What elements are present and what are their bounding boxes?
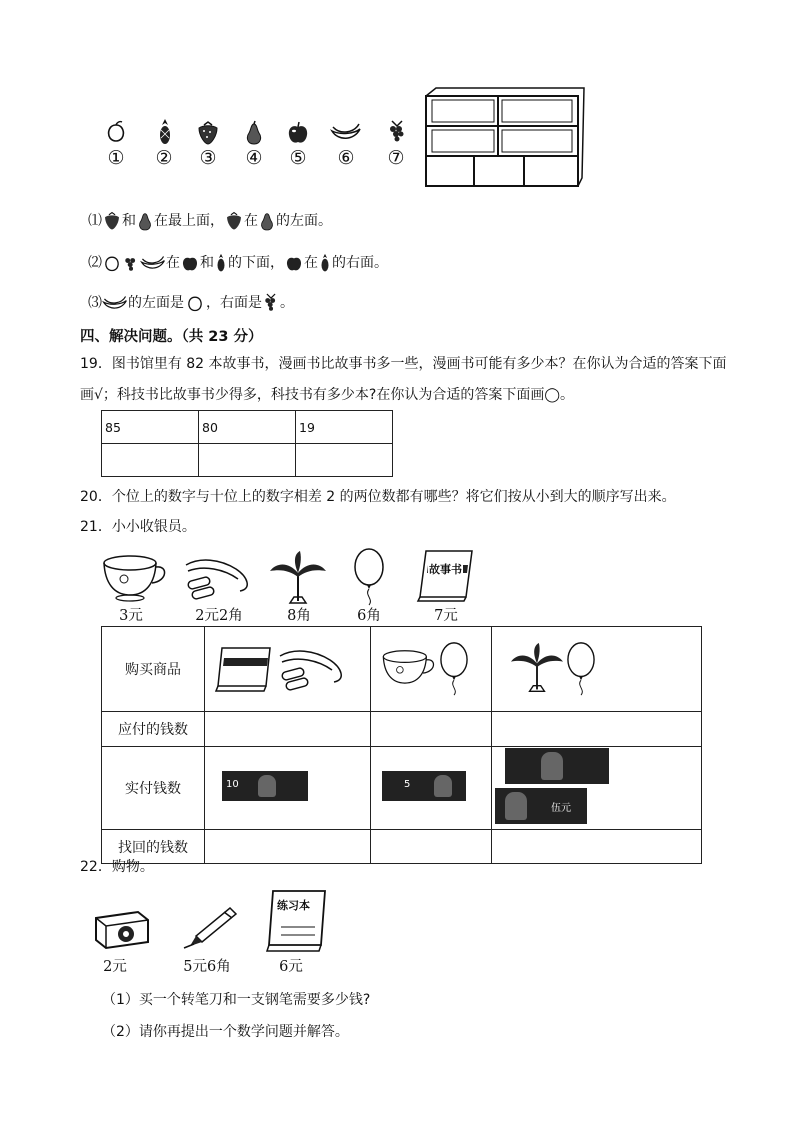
- option-cell: 85: [102, 411, 199, 444]
- pineapple-icon: [155, 118, 175, 146]
- pear-icon: [243, 120, 265, 146]
- balloon-icon: [565, 641, 597, 697]
- answer-cell[interactable]: [205, 830, 371, 864]
- storybook-icon: [416, 549, 474, 601]
- bill-denomination: 10: [226, 779, 239, 790]
- apple-icon: [284, 253, 304, 273]
- price-label: 6角: [357, 608, 381, 624]
- answer-cell[interactable]: [102, 444, 199, 477]
- shelf-image: [422, 86, 588, 191]
- apple-icon: [286, 120, 310, 146]
- fruit-number: ⑦: [387, 147, 405, 169]
- answer-cell[interactable]: [371, 712, 492, 747]
- goods-prices: [96, 604, 496, 626]
- row-label: 购买商品: [102, 627, 205, 712]
- portrait-icon: [505, 792, 527, 820]
- q22-subquestion-1: （1）买一个转笔刀和一支钢笔需要多少钱?: [102, 992, 371, 1008]
- storybook-icon: [214, 644, 274, 694]
- price-label: 8角: [287, 608, 311, 624]
- price-label: 3元: [119, 608, 143, 624]
- jump-rope-icon: [274, 646, 350, 692]
- q22-subquestion-2: （2）请你再提出一个数学问题并解答。: [102, 1024, 349, 1040]
- goods-cell: [371, 627, 492, 712]
- five-yuan-bill-image: [382, 771, 466, 801]
- five-yuan-bill-image: [495, 788, 587, 824]
- q18-line-3: ⑶ 的左面是 ，右面是 。: [88, 292, 294, 314]
- plant-icon: [509, 643, 565, 695]
- q21-title: 21．小小收银员。: [80, 519, 196, 535]
- portrait-icon: [258, 775, 276, 797]
- book-label: 故事书: [429, 563, 462, 576]
- price-label: 7元: [434, 608, 458, 624]
- peach-icon: [184, 293, 206, 313]
- grape-icon: [386, 119, 408, 145]
- strawberry-icon: [102, 211, 122, 231]
- answer-cell[interactable]: [492, 712, 702, 747]
- pineapple-icon: [214, 252, 228, 274]
- q22-prices: [90, 955, 350, 977]
- section-title: 四、解决问题。（共 23 分）: [80, 329, 263, 345]
- option-cell: 19: [296, 411, 393, 444]
- portrait-icon: [434, 775, 452, 797]
- price-label: 6元: [279, 959, 303, 975]
- strawberry-icon: [196, 120, 220, 146]
- book-label: 练习本: [277, 899, 310, 912]
- grape-icon: [122, 252, 140, 274]
- teacup-icon: [380, 647, 438, 691]
- goods-cell: [492, 627, 702, 712]
- bill-cell: [205, 747, 371, 830]
- jump-rope-icon: [180, 555, 256, 601]
- portrait-icon: [541, 752, 563, 780]
- exercise-book-icon: [265, 889, 329, 953]
- peach-icon: [102, 253, 122, 273]
- q20-text: 20．个位上的数字与十位上的数字相差 2 的两位数都有哪些？将它们按从小到大的顺序写出来。: [80, 489, 676, 505]
- pear-icon: [258, 210, 276, 232]
- pineapple-icon: [318, 252, 332, 274]
- fruit-number: ⑥: [337, 147, 355, 169]
- answer-cell[interactable]: [371, 830, 492, 864]
- cashier-table: [101, 626, 702, 864]
- fruit-number: ①: [107, 147, 125, 169]
- bill-cell: [371, 747, 492, 830]
- option-cell: 80: [199, 411, 296, 444]
- apple-icon: [180, 253, 200, 273]
- row-label: 实付钱数: [102, 747, 205, 830]
- answer-cell[interactable]: [205, 712, 371, 747]
- teacup-icon: [100, 553, 170, 603]
- ten-yuan-bill-image: [222, 771, 308, 801]
- q22-title: 22．购物。: [80, 859, 154, 875]
- grape-icon: [262, 292, 280, 314]
- answer-cell[interactable]: [199, 444, 296, 477]
- price-label: 5元6角: [183, 959, 231, 975]
- answer-cell[interactable]: [296, 444, 393, 477]
- goods-cell: [205, 627, 371, 712]
- row-label: 找回的钱数: [102, 830, 205, 864]
- peach-icon: [104, 120, 128, 144]
- strawberry-icon: [224, 211, 244, 231]
- ten-yuan-bill-image: [505, 748, 609, 784]
- banana-icon: [102, 294, 128, 312]
- fruit-numbers: [100, 147, 420, 171]
- answer-cell[interactable]: [492, 830, 702, 864]
- balloon-icon: [438, 641, 470, 697]
- fruit-number: ④: [245, 147, 263, 169]
- balloon-icon: [352, 547, 386, 607]
- fruit-number: ③: [199, 147, 217, 169]
- q19-text-1: 19．图书馆里有 82 本故事书，漫画书比故事书多一些，漫画书可能有多少本？在你认为合适的答案下面: [80, 356, 727, 372]
- q18-line-2: ⑵ 在 和 的下面， 在 的右面。: [88, 252, 388, 274]
- plant-icon: [268, 551, 328, 607]
- q19-text-2: 画√；科技书比故事书少得多，科技书有多少本?在你认为合适的答案下面画◯。: [80, 387, 575, 403]
- bill-denomination: 伍元: [551, 803, 571, 814]
- q19-answer-table: [101, 410, 393, 477]
- fountain-pen-icon: [180, 904, 240, 950]
- fruit-number: ②: [155, 147, 173, 169]
- pencil-sharpener-icon: [92, 908, 152, 950]
- fruit-number: ⑤: [289, 147, 307, 169]
- price-label: 2元2角: [195, 608, 243, 624]
- row-label: 应付的钱数: [102, 712, 205, 747]
- bill-denomination: 5: [404, 779, 411, 790]
- banana-icon: [330, 121, 362, 143]
- bill-cell: [492, 747, 702, 830]
- q18-line-1: ⑴ 和 在最上面， 在 的左面。: [88, 210, 332, 232]
- price-label: 2元: [103, 959, 127, 975]
- pear-icon: [136, 210, 154, 232]
- banana-icon: [140, 254, 166, 272]
